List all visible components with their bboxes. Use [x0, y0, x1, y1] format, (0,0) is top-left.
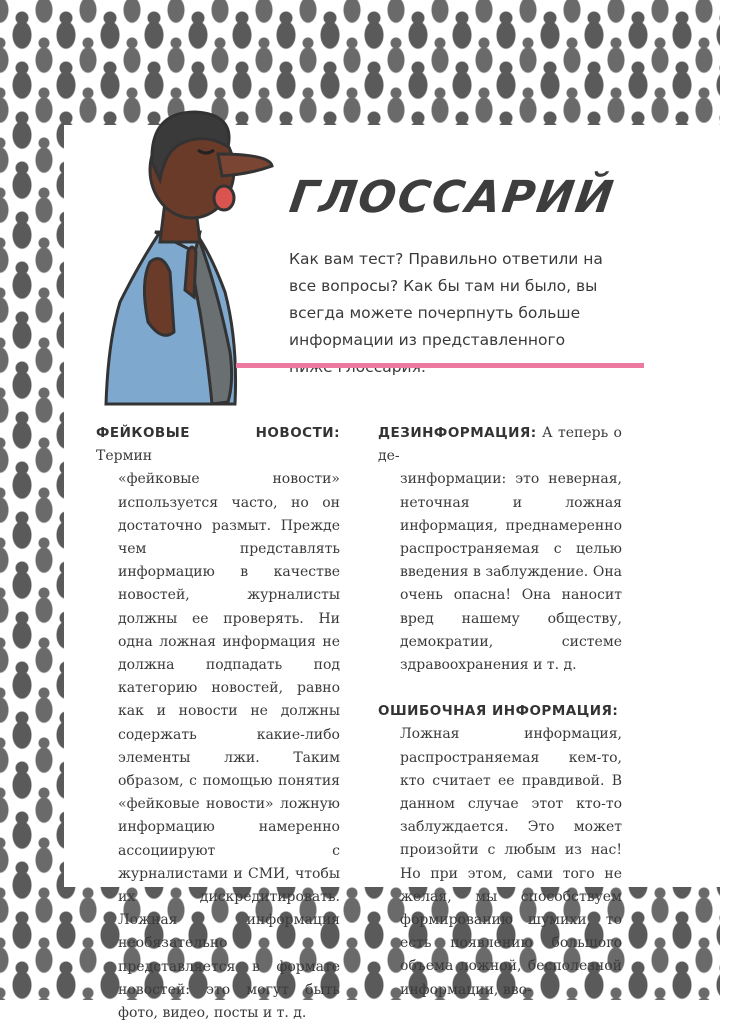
glossary-first-line: Термин	[96, 448, 153, 465]
left-column	[96, 422, 340, 1025]
glossary-entry-disinformation	[378, 422, 622, 677]
right-column	[378, 422, 622, 1002]
accent-rule	[236, 363, 644, 368]
glossary-entry-misinformation	[378, 700, 622, 1002]
glossary-term: ФЕЙКОВЫЕ НОВОСТИ:	[96, 425, 340, 441]
entry-gap	[378, 677, 622, 700]
glossary-definition: «фейковые новости» используется часто, но он достаточно размыт. Прежде чем представлять информацию в качестве новостей, журналисты должны ее проверять. Ни одна ложная информация не должна подпадать под категорию новостей, равно как и новости не должны содержать какие-либо элементы лжи. Таким образом, с помощью понятия «фейковые новости» ложную информацию намеренно ассоциируют с журналистами и СМИ, чтобы их дискредитировать. Ложная информация необязательно представляется в формате новостей: это могут быть фото, видео, посты и т. д.	[118, 471, 340, 1022]
page-edge	[720, 0, 750, 1000]
page-title: ГЛОССАРИЙ	[286, 172, 619, 223]
glossary-definition: Ложная информация, распространяемая кем-то, кто считает ее правдивой. В данном случае этот кто-то заблуждается. Это может произойти с любым из нас! Но при этом, сами того не желая, мы способствуем формированию шумихи, то есть появлению большого объема ложной, бесполезной информации, вво-	[400, 726, 622, 998]
glossary-term: ОШИБОЧНАЯ ИНФОРМАЦИЯ:	[378, 703, 619, 720]
glossary-entry-fake-news	[96, 422, 340, 1025]
glossary-term: ДЕЗИНФОРМАЦИЯ:	[378, 425, 537, 441]
intro-paragraph: Как вам тест? Правильно ответили на все вопросы? Как бы там ни было, вы всегда можете почерпнуть больше информации из представленного	[289, 250, 603, 349]
glossary-definition: зинформации: это неверная, неточная и ложная информация, преднамеренно распространяемая с целью введения в заблуждение. Она очень опасна! Она наносит вред нашему обществу, демократии, системе здравоохранения и т. д.	[400, 471, 622, 674]
glossary-first-line: А теперь о де-	[378, 425, 622, 465]
